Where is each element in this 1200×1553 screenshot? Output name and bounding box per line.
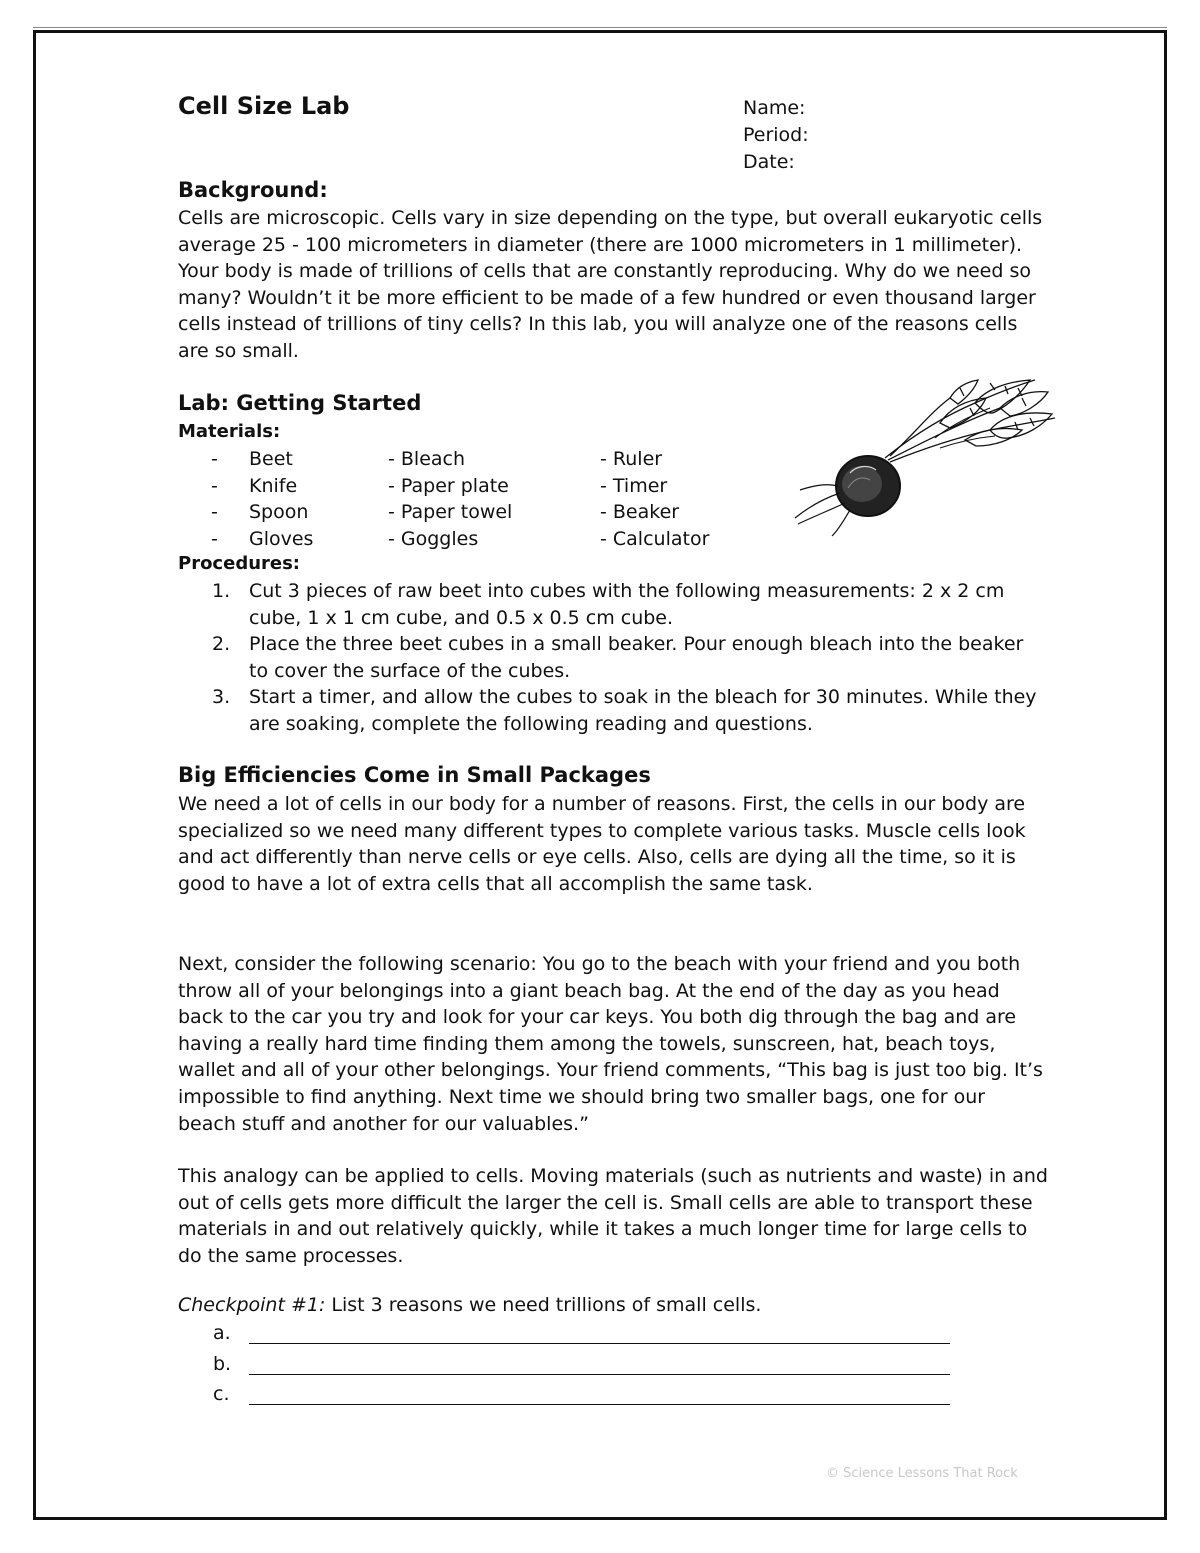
- lab-heading: Lab: Getting Started: [178, 391, 422, 415]
- procedures-heading: Procedures:: [178, 553, 301, 574]
- procedure-step: [178, 684, 1048, 737]
- answer-label: a.: [213, 1322, 231, 1344]
- material-item: - Bleach: [388, 448, 466, 470]
- step-number: 3.: [212, 686, 231, 709]
- dash: -: [211, 527, 218, 550]
- checkpoint-question: [178, 1294, 1048, 1316]
- answer-label: b.: [213, 1353, 232, 1375]
- answer-blank[interactable]: [249, 1343, 950, 1344]
- material-item: - Goggles: [388, 527, 479, 550]
- background-paragraph: Cells are microscopic. Cells vary in size depending on the type, but overall eukaryotic cells average 25 - 100 micrometers in diameter (there are 1000 micrometers in 1 millimeter). Your body is made of trillions of cells that are constantly reproducing. Why do we need so many? Wouldn’t it be more efficient to be made of a few hundred or even thousand larger cells instead of trillions of tiny cells? In this lab, you will analyze one of the reasons cells are so small.: [178, 207, 1043, 362]
- answer-label: c.: [213, 1383, 230, 1405]
- material-item: - Paper towel: [388, 501, 513, 523]
- checkpoint-prompt: List 3 reasons we need trillions of small cells.: [325, 1294, 762, 1316]
- procedure-step: [178, 578, 1048, 631]
- material-item: Spoon: [249, 501, 309, 523]
- material-item: - Timer: [600, 474, 668, 497]
- beet-illustration: [790, 378, 1060, 538]
- procedure-step: [178, 631, 1048, 684]
- material-item: - Paper plate: [388, 474, 509, 497]
- reading-heading: Big Efficiencies Come in Small Packages: [178, 763, 651, 787]
- step-number: 2.: [212, 633, 231, 656]
- step-number: 1.: [212, 580, 231, 602]
- material-item: Beet: [249, 448, 293, 470]
- material-item: - Calculator: [600, 527, 710, 550]
- step-text: Cut 3 pieces of raw beet into cubes with the following measurements: 2 x 2 cm cube, 1 x 1 cm cube, and 0.5 x 0.5 cm cube.: [249, 580, 1005, 629]
- copyright-notice: © Science Lessons That Rock: [826, 1466, 1018, 1481]
- background-heading: Background:: [178, 178, 328, 202]
- materials-column-2: [388, 446, 512, 552]
- step-text: Place the three beet cubes in a small beaker. Pour enough bleach into the beaker to cover the surface of the cubes.: [249, 633, 1024, 682]
- date-label: Date:: [743, 151, 795, 173]
- materials-column-3: [600, 446, 709, 552]
- reading-paragraph-1: We need a lot of cells in our body for a number of reasons. First, the cells in our body are specialized so we need many different types to complete various tasks. Muscle cells look and act differently than nerve cells or eye cells. Also, cells are dying all the time, so it is good to have a lot of extra cells that all accomplish the same task.: [178, 793, 1026, 895]
- answer-blank[interactable]: [249, 1404, 950, 1405]
- material-item: Knife: [249, 474, 298, 497]
- materials-dashes: [211, 446, 218, 552]
- reading-paragraph-2: Next, consider the following scenario: You go to the beach with your friend and you both throw all of your belongings into a giant beach bag. At the end of the day as you head back to the car you try and look for your car keys. You both dig through the bag and are having a really hard time finding them among the towels, sunscreen, hat, beach toys, wallet and all of your other belongings. Your friend comments, “This bag is just too big. It’s impossible to find anything. Next time we should bring two smaller bags, one for our beach stuff and another for our valuables.”: [178, 953, 1043, 1135]
- procedures-list: [178, 578, 1048, 738]
- material-item: Gloves: [249, 527, 314, 550]
- top-rule: [33, 27, 1167, 28]
- reading-paragraph-3: This analogy can be applied to cells. Moving materials (such as nutrients and waste) in and out of cells gets more difficult the larger the cell is. Small cells are able to transport these materials in and out relatively quickly, while it takes a much longer time for large cells to do the same processes.: [178, 1165, 1048, 1267]
- materials-heading: Materials:: [178, 421, 281, 442]
- material-item: - Beaker: [600, 501, 680, 523]
- name-label: Name:: [743, 97, 806, 119]
- step-text: Start a timer, and allow the cubes to soak in the bleach for 30 minutes. While they are soaking, complete the following reading and questions.: [249, 686, 1037, 735]
- checkpoint-label: Checkpoint #1:: [178, 1294, 326, 1316]
- page-title: Cell Size Lab: [178, 92, 350, 120]
- materials-column-1: [249, 446, 313, 552]
- student-info-block: [743, 95, 809, 176]
- dash: -: [211, 501, 218, 523]
- period-label: Period:: [743, 124, 809, 146]
- material-item: - Ruler: [600, 448, 663, 470]
- answer-blank[interactable]: [249, 1374, 950, 1375]
- dash: -: [211, 474, 218, 497]
- dash: -: [211, 448, 218, 470]
